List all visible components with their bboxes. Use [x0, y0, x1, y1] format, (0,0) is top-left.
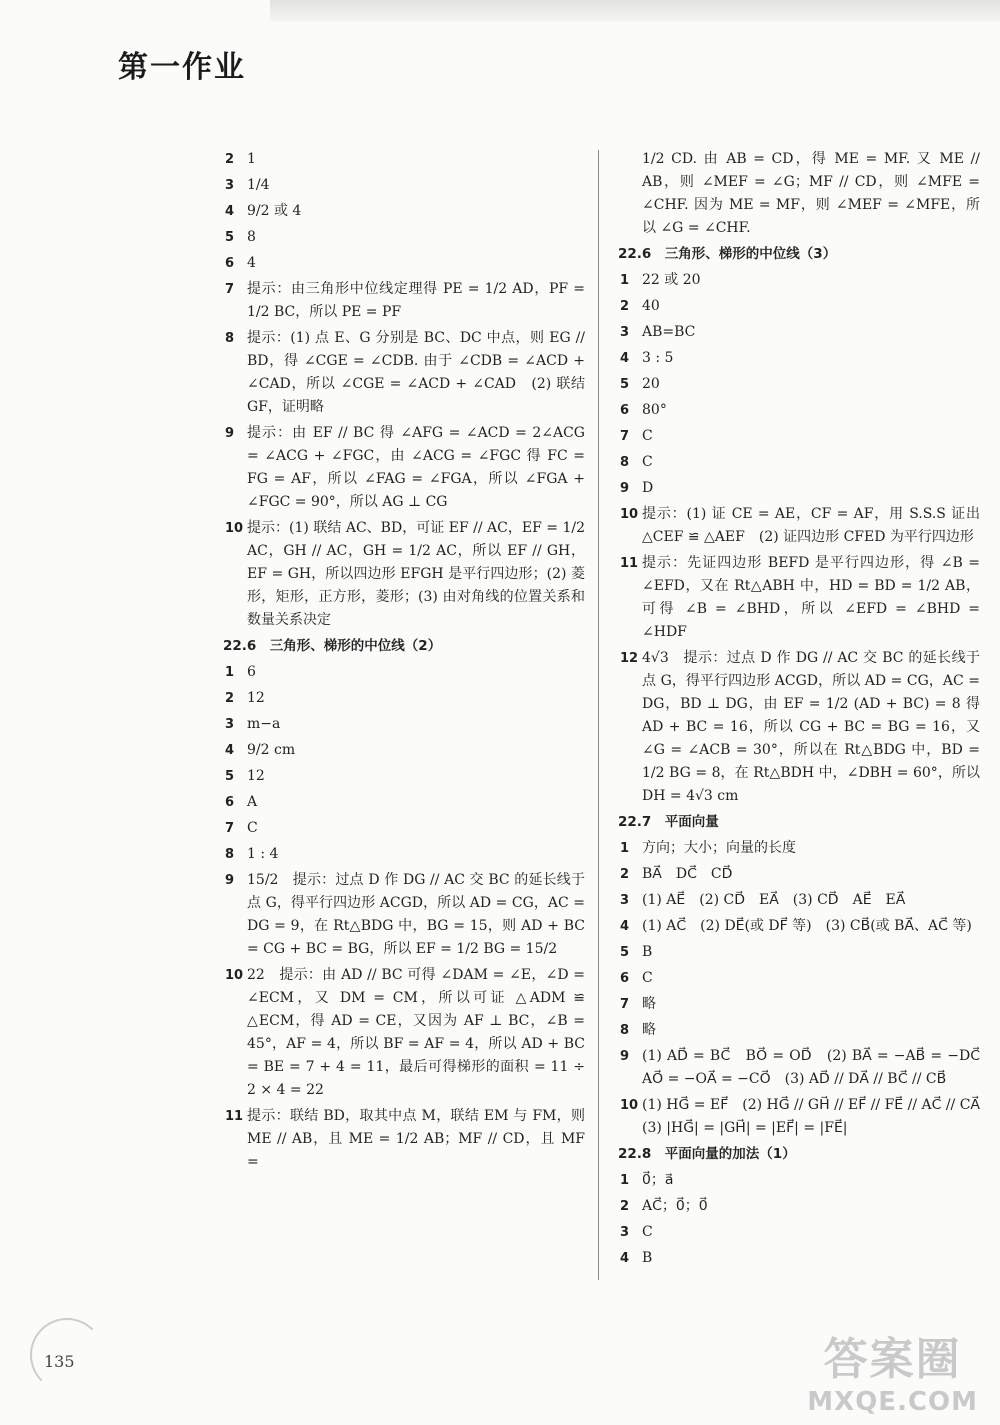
answer-text: 15/2 提示：过点 D 作 DG // AC 交 BC 的延长线于点 G，得平行四边形 ACGD，所以 AD = CG，AC = DG = 9，在 Rt△BDG 中，BG = 15，则 AD + BC = CG + BC = BG，所以 EF = 1/2 BG = 15/2 [247, 872, 585, 957]
answer-item [225, 661, 585, 684]
section-heading: 22.6 三角形、梯形的中位线（3） [618, 246, 837, 262]
answer-item [225, 964, 585, 1102]
answer-number: 9 [225, 426, 235, 441]
answer-number: 4 [620, 919, 630, 934]
answer-text: 40 [642, 298, 660, 314]
section-heading: 22.6 三角形、梯形的中位线（2） [223, 638, 442, 654]
answer-item [620, 837, 980, 860]
answer-item [620, 889, 980, 912]
answer-text: 22 或 20 [642, 272, 701, 288]
answer-item [225, 843, 585, 866]
answer-text: D [642, 480, 654, 496]
answer-item [620, 1094, 994, 1140]
answer-text: 4√3 提示：过点 D 作 DG // AC 交 BC 的延长线于点 G，得平行四边形 ACGD，所以 AD = CG，AC = DG，BD ⊥ DG，由 EF = 1/2 (AD + BC) = 8 得 AD + BC = 16，所以 CG + BC = BG = 16，又 ∠G = ∠ACB = 30°，所以在 Rt△BDG 中，BD = 1/2 BG = 8，在 Rt△BDH 中，∠DBH = 60°，所以 DH = 4√3 cm [642, 650, 980, 804]
answer-item [620, 451, 980, 474]
answer-item [225, 739, 585, 762]
answer-text: (1) AD⃗ = BC⃗ BO⃗ = OD⃗ (2) BA⃗ = −AB⃗ = −DC⃗ AO⃗ = −OA⃗ = −CO⃗ (3) AD⃗ // DA⃗ // BC⃗ // CB⃗ [642, 1048, 994, 1087]
answer-item [225, 148, 585, 171]
answer-item [620, 1195, 980, 1218]
answer-item [620, 1045, 994, 1091]
answer-text: 1 : 4 [247, 846, 279, 862]
page-number: 135 [44, 1352, 75, 1371]
answer-text: 12 [247, 768, 265, 784]
answer-text: 提示：联结 BD，取其中点 M，联结 EM 与 FM，则 ME // AB，且 ME = 1/2 AB；MF // CD，且 MF = [247, 1108, 585, 1170]
answer-item [225, 327, 585, 419]
answer-number: 1 [620, 1173, 630, 1188]
answer-number: 8 [225, 847, 235, 862]
answer-text: 1 [247, 151, 256, 167]
answer-number: 2 [620, 299, 630, 314]
answer-number: 3 [225, 178, 235, 193]
answer-number: 9 [225, 873, 235, 888]
answer-item [225, 517, 585, 632]
answer-number: 6 [225, 256, 235, 271]
answer-text: 提示：(1) 证 CE = AE，CF = AF，用 S.S.S 证出 △CEF ≌ △AEF (2) 证四边形 CFED 为平行四边形 [642, 506, 980, 545]
answer-number: 7 [620, 997, 630, 1012]
answer-number: 1 [225, 665, 235, 680]
answer-item [620, 1221, 980, 1244]
answer-number: 6 [620, 403, 630, 418]
answer-item [620, 373, 980, 396]
answer-item [620, 347, 980, 370]
answer-text: 提示：由三角形中位线定理得 PE = 1/2 AD，PF = 1/2 BC，所以 PE = PF [247, 281, 585, 320]
answer-number: 5 [620, 377, 630, 392]
answer-number: 4 [620, 351, 630, 366]
book-title: 第一作业 [118, 50, 246, 85]
answer-number: 2 [620, 867, 630, 882]
answer-item [620, 552, 980, 644]
answer-text: 提示：(1) 联结 AC、BD，可证 EF // AC，EF = 1/2 AC，GH // AC，GH = 1/2 AC，所以 EF // GH，EF = GH，所以四边形 EFGH 是平行四边形；(2) 菱形，矩形，正方形，菱形；(3) 由对角线的位置关系和数量关系决定 [247, 520, 585, 628]
answer-item [620, 148, 980, 240]
answer-number: 10 [620, 1098, 639, 1113]
answer-text: (1) HG⃗ = EF⃗ (2) HG⃗ // GH⃗ // EF⃗ // FE⃗ // AC⃗ // CA⃗ (3) |HG⃗| = |GH⃗| = |EF⃗| = |FE⃗| [642, 1097, 994, 1136]
answer-text: C [642, 1224, 653, 1240]
answer-text: 6 [247, 664, 256, 680]
answer-number: 3 [620, 893, 630, 908]
answer-text: C [642, 428, 653, 444]
answer-item [225, 791, 585, 814]
answer-item [225, 252, 585, 275]
answer-number: 4 [225, 743, 235, 758]
answer-text: 方向；大小；向量的长度 [642, 840, 796, 856]
answer-item [620, 967, 980, 990]
answer-text: 略 [642, 1022, 656, 1038]
answer-item [225, 422, 585, 514]
answer-text: 22 提示：由 AD // BC 可得 ∠DAM = ∠E，∠D = ∠ECM，又 DM = CM，所以可证 △ADM ≌ △ECM，得 AD = CE，又因为 AF ⊥ BC，∠B = 45°，AF = 4，所以 BF = AF = 4，所以 AD + BC = BE = 7 + 4 = 11，最后可得梯形的面积 = 11 ÷ 2 × 4 = 22 [247, 967, 585, 1098]
answer-text: 80° [642, 402, 667, 418]
answer-item [620, 1247, 980, 1270]
answer-number: 10 [225, 968, 244, 983]
answer-text: 20 [642, 376, 660, 392]
answer-number: 10 [620, 507, 639, 522]
answer-text: AB=BC [642, 324, 696, 340]
answer-item [620, 269, 980, 292]
answer-number: 7 [620, 429, 630, 444]
answer-text: B [642, 944, 653, 960]
answer-number: 5 [225, 769, 235, 784]
answer-text: 3 : 5 [642, 350, 674, 366]
answer-item [620, 647, 980, 808]
answer-item [225, 817, 585, 840]
answer-number: 8 [225, 331, 235, 346]
answer-item [620, 915, 980, 938]
answer-text: BA⃗ DC⃗ CD⃗ [642, 866, 733, 882]
answer-text: 提示：由 EF // BC 得 ∠AFG = ∠ACD = 2∠ACG = ∠ACG + ∠FGC，由 ∠ACG = ∠FGC 得 FC = FG = AF，所以 ∠FAG = ∠FGA，所以 ∠FGA + ∠FGC = 90°，所以 AG ⊥ CG [247, 425, 585, 510]
answer-number: 8 [620, 1023, 630, 1038]
right-column [618, 148, 994, 1273]
answer-item [225, 713, 585, 736]
answer-text: 9/2 cm [247, 742, 296, 758]
answer-number [620, 148, 642, 240]
answer-number: 1 [620, 273, 630, 288]
answer-text: (1) AC⃗ (2) DE⃗(或 DF⃗ 等) (3) CB⃗(或 BA⃗、AC⃗ 等) [642, 918, 972, 934]
answer-text: A [247, 794, 258, 810]
answer-number: 5 [225, 230, 235, 245]
answer-text: AC⃗；0⃗；0⃗ [642, 1198, 708, 1214]
answer-text: (1) AE⃗ (2) CD⃗ EA⃗ (3) CD⃗ AE⃗ EA⃗ [642, 892, 906, 908]
answer-number: 7 [225, 282, 235, 297]
answer-item [620, 993, 980, 1016]
answer-text: m−a [247, 716, 281, 732]
answer-number: 6 [620, 971, 630, 986]
scan-edge [270, 0, 1000, 22]
answer-item [620, 503, 980, 549]
answer-item [225, 174, 585, 197]
answer-item [620, 1019, 980, 1042]
answer-text: 1/4 [247, 177, 270, 193]
answer-item [225, 1105, 585, 1174]
answer-item [225, 278, 585, 324]
left-column [225, 148, 585, 1177]
answer-text: 1/2 CD. 由 AB = CD，得 ME = MF. 又 ME // AB，则 ∠MEF = ∠G；MF // CD，则 ∠MFE = ∠CHF. 因为 ME = MF，则 ∠MEF = ∠MFE，所以 ∠G = ∠CHF. [642, 151, 980, 236]
answer-item [620, 941, 980, 964]
section-heading: 22.7 平面向量 [618, 814, 719, 830]
answer-item [225, 869, 585, 961]
answer-number: 3 [620, 1225, 630, 1240]
answer-number: 2 [225, 152, 235, 167]
answer-number: 6 [225, 795, 235, 810]
answer-number: 9 [620, 1049, 630, 1064]
answer-number: 11 [225, 1109, 244, 1124]
answer-number: 2 [620, 1199, 630, 1214]
answer-item [620, 399, 980, 422]
answer-number: 11 [620, 556, 639, 571]
answer-number: 3 [620, 325, 630, 340]
answer-text: 12 [247, 690, 265, 706]
answer-text: 0⃗；a⃗ [642, 1172, 674, 1188]
answer-number: 1 [620, 841, 630, 856]
section-heading: 22.8 平面向量的加法（1） [618, 1146, 796, 1162]
answer-number: 8 [620, 455, 630, 470]
answer-item [225, 200, 585, 223]
answer-text: C [247, 820, 258, 836]
answer-text: 提示：先证四边形 BEFD 是平行四边形，得 ∠B = ∠EFD，又在 Rt△ABH 中，HD = BD = 1/2 AB，可得 ∠B = ∠BHD，所以 ∠EFD = ∠BHD = ∠HDF [642, 555, 980, 640]
answer-number: 10 [225, 521, 244, 536]
answer-number: 4 [225, 204, 235, 219]
answer-item [225, 226, 585, 249]
answer-item [225, 765, 585, 788]
answer-number: 5 [620, 945, 630, 960]
watermark [807, 1323, 978, 1417]
answer-number: 3 [225, 717, 235, 732]
answer-number: 9 [620, 481, 630, 496]
answer-text: C [642, 970, 653, 986]
answer-text: C [642, 454, 653, 470]
column-divider [598, 150, 599, 1280]
answer-text: 略 [642, 996, 656, 1012]
watermark-logo: 答案圈 [823, 1334, 962, 1385]
answer-item [620, 295, 980, 318]
answer-item [620, 321, 980, 344]
answer-item [225, 687, 585, 710]
answer-item [620, 1169, 980, 1192]
answer-item [620, 425, 980, 448]
answer-item [620, 863, 980, 886]
answer-text: 提示：(1) 点 E、G 分别是 BC、DC 中点，则 EG // BD，得 ∠CGE = ∠CDB. 由于 ∠CDB = ∠ACD + ∠CAD，所以 ∠CGE = ∠ACD + ∠CAD (2) 联结 GF，证明略 [247, 330, 585, 415]
answer-text: B [642, 1250, 653, 1266]
watermark-url: MXQE.COM [807, 1387, 978, 1417]
answer-text: 9/2 或 4 [247, 203, 302, 219]
answer-number: 2 [225, 691, 235, 706]
answer-number: 4 [620, 1251, 630, 1266]
answer-number: 12 [620, 651, 639, 666]
answer-text: 4 [247, 255, 256, 271]
answer-number: 7 [225, 821, 235, 836]
answer-item [620, 477, 980, 500]
answer-text: 8 [247, 229, 256, 245]
